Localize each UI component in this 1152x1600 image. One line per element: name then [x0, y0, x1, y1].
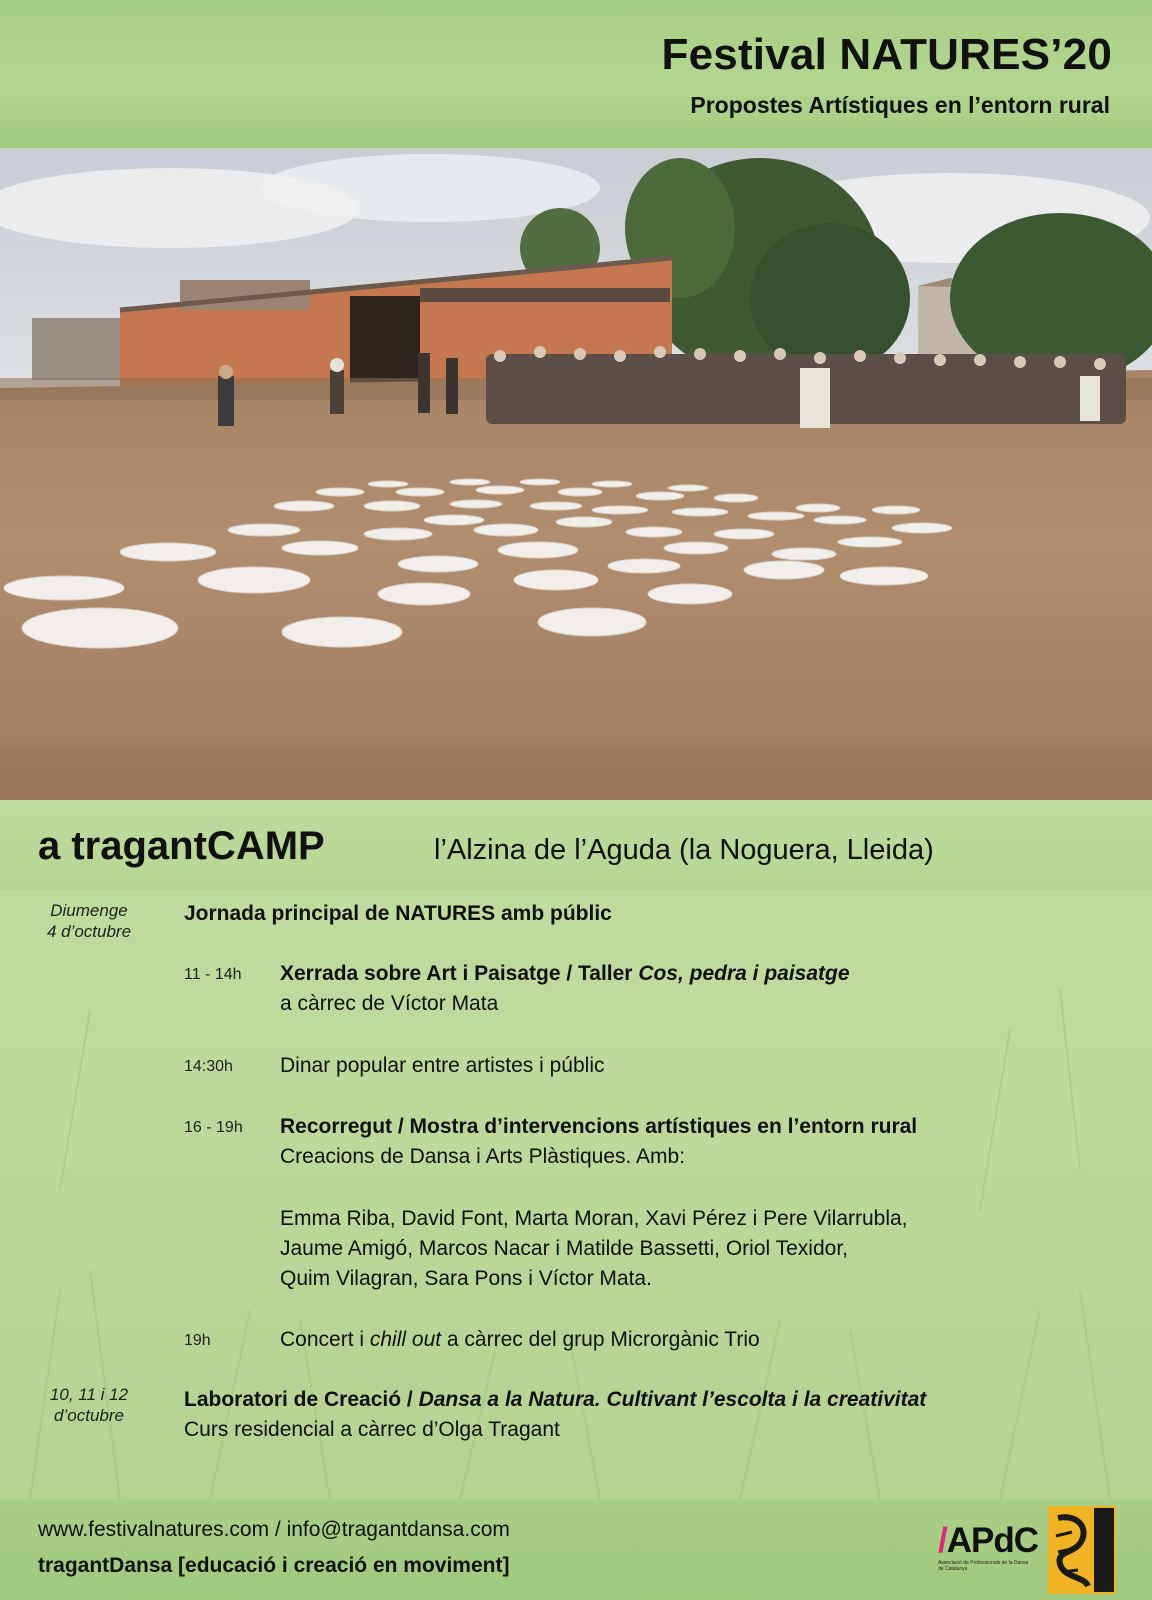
date-day1-line1: Diumenge	[50, 901, 128, 920]
item-detail: a càrrec de Víctor Mata	[280, 992, 499, 1015]
artist-line: Quim Vilagran, Sara Pons i Víctor Mata.	[280, 1267, 652, 1290]
venue-name: a tragantCAMP	[38, 824, 325, 868]
day2-detail: Curs residencial a càrrec d’Olga Tragant	[184, 1418, 560, 1441]
footer-band	[0, 1500, 1152, 1600]
contact-links[interactable]: www.festivalnatures.com / info@tragantdansa.com	[38, 1518, 510, 1541]
item-time: 14:30h	[184, 1058, 233, 1075]
date-day2-line2: d’octubre	[54, 1406, 124, 1425]
apdc-logo-text: APdC	[946, 1521, 1039, 1560]
item-line-post: a càrrec del grup Microrgànic Trio	[441, 1328, 760, 1351]
venue-location: l’Alzina de l’Aguda (la Noguera, Lleida)	[434, 834, 934, 866]
artist-line: Emma Riba, David Font, Marta Moran, Xavi Pérez i Pere Vilarrubla,	[280, 1207, 908, 1230]
item-time: 16 - 19h	[184, 1119, 243, 1136]
day2-heading-plain: Laboratori de Creació /	[184, 1388, 419, 1411]
venue-band	[0, 800, 1152, 890]
item-time: 11 - 14h	[184, 966, 242, 983]
date-day1-line2: 4 d’octubre	[46, 922, 132, 941]
item-line	[280, 1328, 760, 1352]
item-title	[280, 962, 850, 986]
program-section	[0, 890, 1152, 1500]
artist-line: Jaume Amigó, Marcos Nacar i Matilde Bassetti, Oriol Texidor,	[280, 1237, 848, 1260]
event-photo	[0, 148, 1152, 800]
date-day2	[36, 1384, 142, 1426]
item-line-italic: chill out	[369, 1328, 442, 1351]
day1-heading: Jornada principal de NATURES amb públic	[184, 902, 612, 925]
day2-heading-italic: Dansa a la Natura. Cultivant l’escolta i la creativitat	[418, 1388, 927, 1411]
item-time: 19h	[184, 1332, 211, 1349]
tragantdansa-logo	[1048, 1506, 1116, 1594]
day2-heading	[184, 1388, 926, 1412]
item-title-italic: Cos, pedra i paisatge	[638, 962, 850, 985]
item-line: Dinar popular entre artistes i públic	[280, 1054, 605, 1077]
festival-subtitle: Propostes Artístiques en l’entorn rural	[690, 92, 1110, 118]
item-detail: Creacions de Dansa i Arts Plàstiques. Amb:	[280, 1145, 686, 1168]
item-line-pre: Concert i	[280, 1328, 370, 1351]
header-band	[0, 0, 1152, 148]
apdc-logo: /APdC Associació de Professionals de la Dansa de Catalunya	[938, 1521, 1039, 1572]
festival-title: Festival NATURES’20	[661, 30, 1112, 79]
date-day1	[36, 900, 142, 942]
item-title-plain: Xerrada sobre Art i Paisatge / Taller	[280, 962, 639, 985]
brand-tagline: tragantDansa [educació i creació en moviment]	[38, 1554, 510, 1577]
apdc-logo-caption: Associació de Professionals de la Dansa de Catalunya	[938, 1560, 1029, 1572]
date-day2-line1: 10, 11 i 12	[49, 1385, 129, 1404]
item-title: Recorregut / Mostra d’intervencions artístiques en l’entorn rural	[280, 1115, 918, 1138]
